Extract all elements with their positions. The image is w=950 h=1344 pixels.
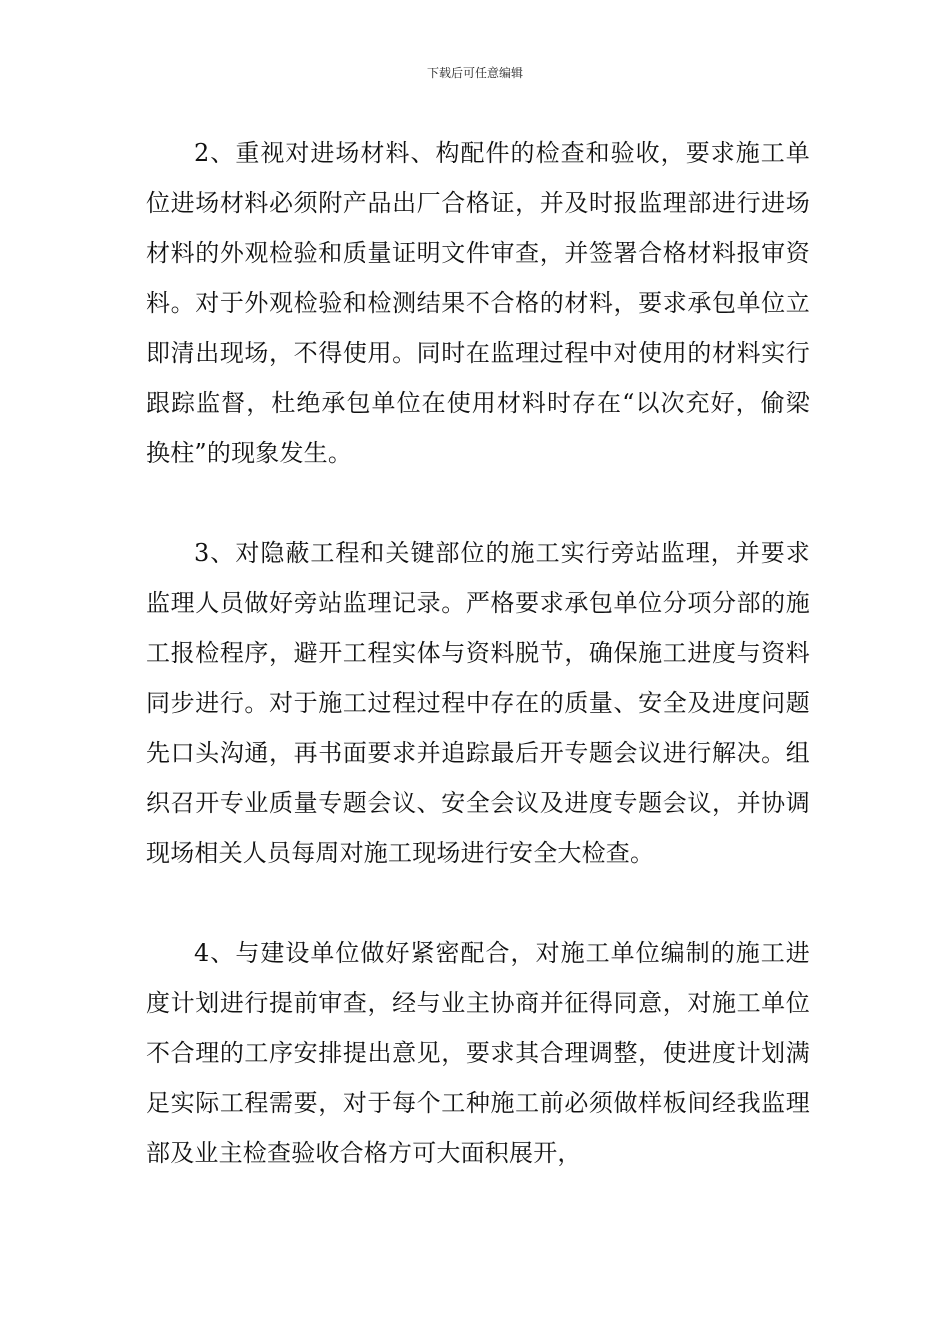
paragraph-2: 2、重视对进场材料、构配件的检查和验收，要求施工单位进场材料必须附产品出厂合格证，并及时报监理部进行进场材料的外观检验和质量证明文件审查，并签署合格材料报审资料。对于外观检验和检测结果不合格的材料，要求承包单位立即清出现场，不得使用。同时在监理过程中对使用的材料实行跟踪监督，杜绝承包单位在使用材料时存在“以次充好，偷梁换柱”的现象发生。 — [146, 139, 810, 467]
page-header: 下载后可任意编辑 — [426, 66, 523, 80]
paragraph-4: 4、与建设单位做好紧密配合，对施工单位编制的施工进度计划进行提前审查，经与业主协商并征得同意，对施工单位不合理的工序安排提出意见，要求其合理调整，使进度计划满足实际工程需要，对于每个工种施工前必须做样板间经我监理部及业主检查验收合格方可大面积展开， — [146, 939, 810, 1167]
document-body — [146, 128, 810, 1178]
paragraph-3: 3、对隐蔽工程和关键部位的施工实行旁站监理，并要求监理人员做好旁站监理记录。严格要求承包单位分项分部的施工报检程序，避开工程实体与资料脱节，确保施工进度与资料同步进行。对于施工过程过程中存在的质量、安全及进度问题先口头沟通，再书面要求并追踪最后开专题会议进行解决。组织召开专业质量专题会议、安全会议及进度专题会议，并协调现场相关人员每周对施工现场进行安全大检查。 — [146, 539, 810, 867]
